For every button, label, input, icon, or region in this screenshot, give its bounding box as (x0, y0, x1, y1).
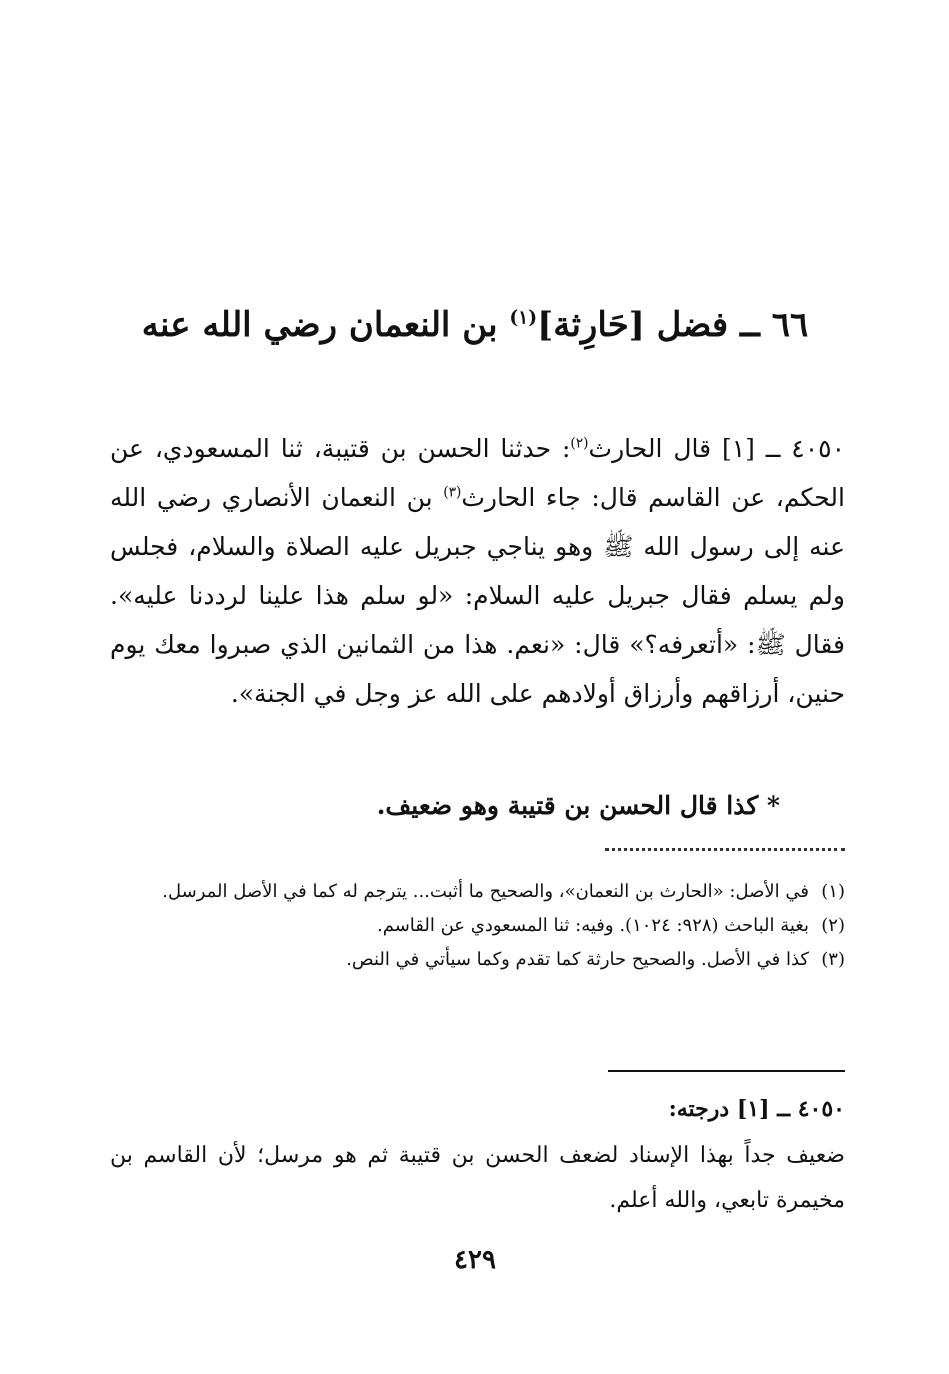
footnote-number: (١) (821, 881, 845, 902)
footnote-text: في الأصل: «الحارث بن النعمان»، والصحيح ما أثبت... يترجم له كما في الأصل المرسل. (162, 881, 809, 902)
grade-text: ضعيف جداً بهذا الإسناد لضعف الحسن بن قتيبة ثم هو مرسل؛ لأن القاسم بن مخيمرة تابعي، والله أعلم. (110, 1143, 845, 1213)
commentary-note: * كذا قال الحسن بن قتيبة وهو ضعيف. (376, 791, 780, 820)
footnote-item (110, 875, 845, 909)
section-rule (608, 1070, 845, 1072)
footnote-item (110, 909, 845, 943)
chapter-title (130, 300, 820, 350)
chapter-title-text-end: بن النعمان رضي الله عنه (141, 305, 510, 345)
page-number: ٤٢٩ (454, 1245, 496, 1275)
footnotes (110, 875, 845, 977)
footnote-number: (٣) (821, 949, 845, 970)
chapter-title-text: ٦٦ ــ فضل [حَارِثة] (537, 305, 809, 345)
footnote-text: بغية الباحث (٩٢٨: ١٠٢٤). وفيه: ثنا المسعودي عن القاسم. (377, 915, 809, 936)
footnote-separator (605, 848, 845, 851)
footnote-number: (٢) (821, 915, 845, 936)
hadith-text-part: بن النعمان الأنصاري رضي الله عنه إلى رسول الله ﷺ وهو يناجي جبريل عليه الصلاة والسلام، فجلس ولم يسلم فقال جبريل عليه السلام: «لو سلم هذا علينا لرددنا عليه». فقال ﷺ: «أتعرفه؟» قال: «نعم. هذا من الثمانين الذي صبروا معك يوم حنين، أرزاقهم وأرزاق أولادهم على الله عز وجل في الجنة». (110, 483, 845, 708)
footnote-ref-2: (٢) (570, 435, 589, 452)
footnote-ref-1: (١) (509, 306, 538, 329)
hadith-text (110, 424, 845, 718)
grade-heading: ٤٠٥٠ ــ [١] درجته: (668, 1096, 845, 1122)
hadith-text-part: ٤٠٥٠ ــ [١] قال الحارث (588, 434, 845, 463)
hadith-text-part: : حدثنا الحسن بن قتيبة، ثنا المسعودي، عن الحكم، عن القاسم قال: جاء الحارث (110, 434, 845, 512)
footnote-item (110, 943, 845, 977)
footnote-text: كذا في الأصل. والصحيح حارثة كما تقدم وكما سيأتي في النص. (346, 949, 809, 970)
footnote-ref-3: (٣) (443, 484, 462, 501)
